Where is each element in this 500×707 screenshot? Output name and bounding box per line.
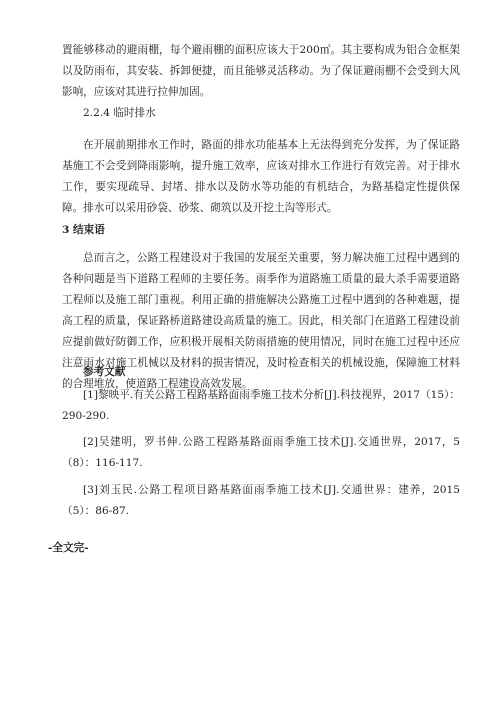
references-heading: 参考文献 [83,366,126,378]
end-mark: -全文完- [48,542,89,554]
section-body-3: 总而言之，公路工程建设对于我国的发展至关重要，努力解决施工过程中遇到的各种问题是当下道路工程师的主要任务。雨季作为道路施工质量的最大杀手需要道路工程师以及施工部门重视。利用正确的措施解决公路施工过程中遇到的各种难题，提高工程的质量，保证路桥道路建设高质量的施工。因此，相关部门在道路工程建设前应提前做好防御工作，应积极开展相关防雨措施的使用情况，同时在施工过程中还应注意雨水对施工机械以及材料的损害情况，及时检查相关的机械设施，保障施工材料的合理堆放，使道路工程建设高效发展。 [62,252,460,390]
section-heading-2-2-4: 2.2.4 临时排水 [83,107,156,119]
reference-item-1: [1]黎映平.有关公路工程路基路面雨季施工技术分析[J].科技视界，2017（15）：290-290. [62,389,460,422]
section-body-2-2-4: 在开展前期排水工作时，路面的排水功能基本上无法得到充分发挥，为了保证路基施工不会受到降雨影响，提升施工效率，应该对排水工作进行有效完善。对于排水工作，要实现疏导、封堵、排水以及防水等功能的有机结合，为路基稳定性提供保障。排水可以采用砂袋、砂浆、砌筑以及开挖土沟等形式。 [62,139,460,214]
reference-item-3: [3]刘玉民.公路工程项目路基路面雨季施工技术[J].交通世界：建养，2015（5）：86-87. [62,484,460,517]
intro-paragraph: 置能够移动的避雨棚，每个避雨棚的面积应该大于200㎡。其主要构成为铝合金框架以及防雨布，其安装、拆卸便捷，而且能够灵活移动。为了保证避雨棚不会受到大风影响，应该对其进行拉伸加固。 [62,44,460,98]
section-heading-3: 3 结束语 [62,224,105,236]
reference-item-2: [2]吴建明，罗书伸.公路工程路基路面雨季施工技术[J].交通世界，2017，5（8）：116-117. [62,436,460,469]
